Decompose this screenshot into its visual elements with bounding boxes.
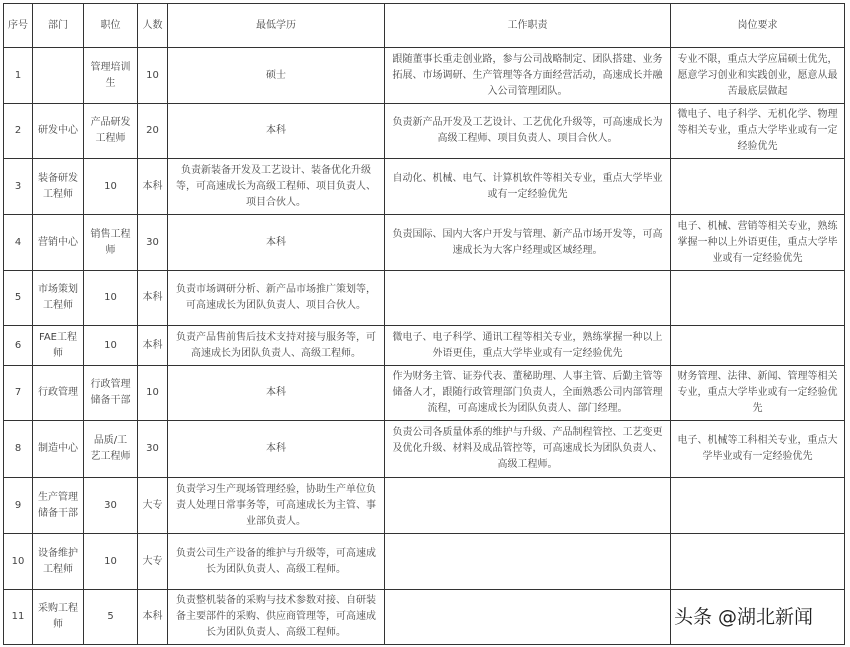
cell-education: 负责学习生产现场管理经验，协助生产单位负责人处理日常事务等，可高速成长为主管、事业部负责人。 bbox=[168, 478, 385, 534]
cell-department: 市场策划工程师 bbox=[33, 271, 84, 326]
cell-headcount: 30 bbox=[138, 421, 168, 478]
cell-requirements: 电子、机械等工科相关专业，重点大学毕业或有一定经验优先 bbox=[671, 421, 845, 478]
table-row bbox=[4, 271, 845, 326]
cell-headcount: 本科 bbox=[138, 271, 168, 326]
cell-headcount: 大专 bbox=[138, 478, 168, 534]
cell-requirements bbox=[671, 326, 845, 366]
cell-requirements: 专业不限，重点大学应届硕士优先，愿意学习创业和实践创业，愿意从最苦最底层做起 bbox=[671, 48, 845, 104]
cell-headcount: 本科 bbox=[138, 326, 168, 366]
header-department: 部门 bbox=[33, 4, 84, 48]
cell-headcount: 30 bbox=[138, 215, 168, 271]
cell-duties: 作为财务主管、证券代表、董秘助理、人事主管、后勤主管等储备人才，跟随行政管理部门负责人，全面熟悉公司内部管理流程，可高速成长为团队负责人、部门经理。 bbox=[385, 366, 671, 421]
cell-requirements bbox=[671, 159, 845, 215]
cell-department: 装备研发工程师 bbox=[33, 159, 84, 215]
watermark: 头条 @湖北新闻 bbox=[674, 606, 814, 628]
cell-position: 销售工程师 bbox=[84, 215, 138, 271]
header-requirements: 岗位要求 bbox=[671, 4, 845, 48]
cell-department: 采购工程师 bbox=[33, 590, 84, 645]
cell-duties: 微电子、电子科学、通讯工程等相关专业，熟练掌握一种以上外语更佳，重点大学毕业或有一定经验优先 bbox=[385, 326, 671, 366]
cell-position: 10 bbox=[84, 534, 138, 590]
cell-requirements: 电子、机械、营销等相关专业，熟练掌握一种以上外语更佳，重点大学毕业或有一定经验优先 bbox=[671, 215, 845, 271]
cell-education: 负责市场调研分析、新产品市场推广策划等，可高速成长为团队负责人、项目合伙人。 bbox=[168, 271, 385, 326]
cell-duties: 负责国际、国内大客户开发与管理、新产品市场开发等，可高速成长为大客户经理或区域经理。 bbox=[385, 215, 671, 271]
cell-position: 10 bbox=[84, 159, 138, 215]
cell-index: 11 bbox=[4, 590, 33, 645]
cell-department: FAE工程师 bbox=[33, 326, 84, 366]
cell-department: 营销中心 bbox=[33, 215, 84, 271]
header-headcount: 人数 bbox=[138, 4, 168, 48]
cell-requirements bbox=[671, 271, 845, 326]
cell-position: 品质/工艺工程师 bbox=[84, 421, 138, 478]
table-row bbox=[4, 326, 845, 366]
cell-index: 9 bbox=[4, 478, 33, 534]
cell-index: 10 bbox=[4, 534, 33, 590]
cell-position: 10 bbox=[84, 326, 138, 366]
cell-department: 制造中心 bbox=[33, 421, 84, 478]
cell-position: 产品研发工程师 bbox=[84, 104, 138, 159]
table-row bbox=[4, 366, 845, 421]
cell-headcount: 本科 bbox=[138, 159, 168, 215]
recruitment-table bbox=[3, 3, 845, 645]
cell-duties: 负责公司各质量体系的维护与升级、产品制程管控、工艺变更及优化升级、材料及成品管控等，可高速成长为团队负责人、高级工程师。 bbox=[385, 421, 671, 478]
cell-duties bbox=[385, 271, 671, 326]
table-row bbox=[4, 159, 845, 215]
cell-requirements: 财务管理、法律、新闻、管理等相关专业，重点大学毕业或有一定经验优先 bbox=[671, 366, 845, 421]
table-row bbox=[4, 478, 845, 534]
cell-position: 5 bbox=[84, 590, 138, 645]
cell-duties: 自动化、机械、电气、计算机软件等相关专业，重点大学毕业或有一定经验优先 bbox=[385, 159, 671, 215]
cell-department bbox=[33, 48, 84, 104]
cell-education: 负责整机装备的采购与技术参数对接、自研装备主要部件的采购、供应商管理等，可高速成长为团队负责人、高级工程师。 bbox=[168, 590, 385, 645]
cell-position: 10 bbox=[84, 271, 138, 326]
cell-headcount: 10 bbox=[138, 366, 168, 421]
table-row bbox=[4, 215, 845, 271]
header-index: 序号 bbox=[4, 4, 33, 48]
cell-department: 行政管理 bbox=[33, 366, 84, 421]
cell-requirements: 微电子、电子科学、无机化学、物理等相关专业，重点大学毕业或有一定经验优先 bbox=[671, 104, 845, 159]
cell-education: 本科 bbox=[168, 366, 385, 421]
cell-requirements bbox=[671, 534, 845, 590]
cell-index: 6 bbox=[4, 326, 33, 366]
cell-education: 本科 bbox=[168, 421, 385, 478]
cell-education: 本科 bbox=[168, 215, 385, 271]
cell-position: 行政管理储备干部 bbox=[84, 366, 138, 421]
cell-index: 4 bbox=[4, 215, 33, 271]
table-row bbox=[4, 421, 845, 478]
cell-duties bbox=[385, 590, 671, 645]
cell-duties bbox=[385, 478, 671, 534]
cell-position: 30 bbox=[84, 478, 138, 534]
cell-index: 2 bbox=[4, 104, 33, 159]
header-row bbox=[4, 4, 845, 48]
cell-duties bbox=[385, 534, 671, 590]
cell-department: 研发中心 bbox=[33, 104, 84, 159]
cell-duties: 负责新产品开发及工艺设计、工艺优化升级等，可高速成长为高级工程师、项目负责人、项目合伙人。 bbox=[385, 104, 671, 159]
cell-education: 硕士 bbox=[168, 48, 385, 104]
cell-position: 管理培训生 bbox=[84, 48, 138, 104]
cell-education: 负责产品售前售后技术支持对接与服务等，可高速成长为团队负责人、高级工程师。 bbox=[168, 326, 385, 366]
cell-duties: 跟随董事长重走创业路，参与公司战略制定、团队搭建、业务拓展、市场调研、生产管理等各方面经营活动，高速成长并融入公司管理团队。 bbox=[385, 48, 671, 104]
cell-index: 1 bbox=[4, 48, 33, 104]
table-row bbox=[4, 48, 845, 104]
cell-index: 5 bbox=[4, 271, 33, 326]
cell-index: 3 bbox=[4, 159, 33, 215]
cell-education: 负责新装备开发及工艺设计、装备优化升级等，可高速成长为高级工程师、项目负责人、项目合伙人。 bbox=[168, 159, 385, 215]
table-row bbox=[4, 534, 845, 590]
table-row bbox=[4, 104, 845, 159]
cell-headcount: 本科 bbox=[138, 590, 168, 645]
cell-education: 负责公司生产设备的维护与升级等，可高速成长为团队负责人、高级工程师。 bbox=[168, 534, 385, 590]
cell-department: 生产管理储备干部 bbox=[33, 478, 84, 534]
cell-headcount: 20 bbox=[138, 104, 168, 159]
header-education: 最低学历 bbox=[168, 4, 385, 48]
header-duties: 工作职责 bbox=[385, 4, 671, 48]
header-position: 职位 bbox=[84, 4, 138, 48]
cell-index: 8 bbox=[4, 421, 33, 478]
cell-requirements bbox=[671, 478, 845, 534]
cell-headcount: 大专 bbox=[138, 534, 168, 590]
cell-education: 本科 bbox=[168, 104, 385, 159]
cell-index: 7 bbox=[4, 366, 33, 421]
cell-department: 设备维护工程师 bbox=[33, 534, 84, 590]
cell-headcount: 10 bbox=[138, 48, 168, 104]
